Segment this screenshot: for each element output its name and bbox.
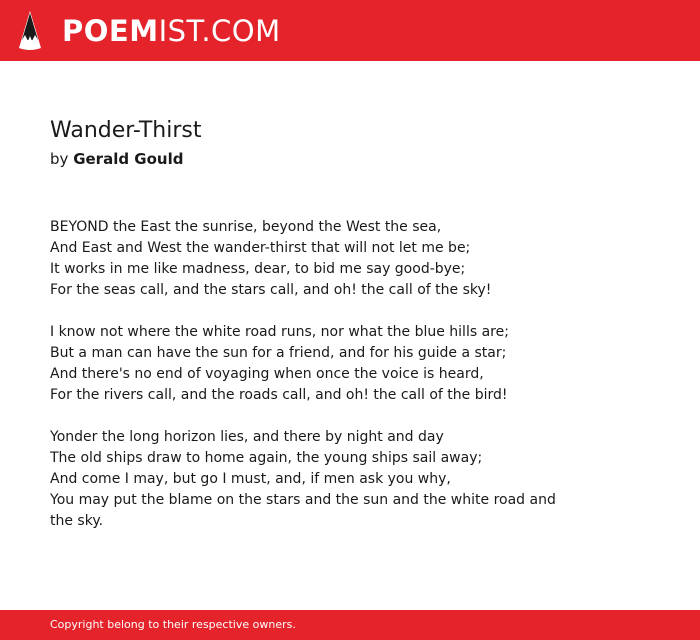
poem-line: It works in me like madness, dear, to bid me say good-bye; xyxy=(50,261,466,277)
poem-body xyxy=(50,217,650,532)
poem-line: I know not where the white road runs, nor what the blue hills are; xyxy=(50,324,509,340)
poem-title: Wander-Thirst xyxy=(50,118,202,143)
site-footer xyxy=(0,610,700,640)
logo-brand-light: IST.COM xyxy=(158,14,281,48)
stanza-2 xyxy=(50,322,650,406)
by-label: by xyxy=(50,150,69,168)
poem-content xyxy=(50,115,650,553)
poem-line: Yonder the long horizon lies, and there by night and day xyxy=(50,429,444,445)
poem-line: BEYOND the East the sunrise, beyond the West the sea, xyxy=(50,219,442,235)
stanza-3 xyxy=(50,427,650,532)
copyright-text: Copyright belong to their respective owners. xyxy=(50,618,296,631)
byline xyxy=(50,148,650,170)
poem-line: And there's no end of voyaging when once the voice is heard, xyxy=(50,366,484,382)
poem-line: But a man can have the sun for a friend, and for his guide a star; xyxy=(50,345,507,361)
poem-line: You may put the blame on the stars and the sun and the white road and the sky. xyxy=(50,492,556,529)
logo-brand-bold: POEM xyxy=(62,14,159,48)
poem-line: The old ships draw to home again, the young ships sail away; xyxy=(50,450,483,466)
pencil-tip-icon[interactable] xyxy=(17,10,43,52)
stanza-1 xyxy=(50,217,650,301)
poem-line: For the seas call, and the stars call, and oh! the call of the sky! xyxy=(50,282,492,298)
site-logo[interactable] xyxy=(62,12,281,50)
author-name: Gerald Gould xyxy=(73,150,184,168)
poem-line: And East and West the wander-thirst that will not let me be; xyxy=(50,240,471,256)
site-header xyxy=(0,0,700,61)
poem-line: For the rivers call, and the roads call, and oh! the call of the bird! xyxy=(50,387,508,403)
poem-line: And come I may, but go I must, and, if men ask you why, xyxy=(50,471,451,487)
